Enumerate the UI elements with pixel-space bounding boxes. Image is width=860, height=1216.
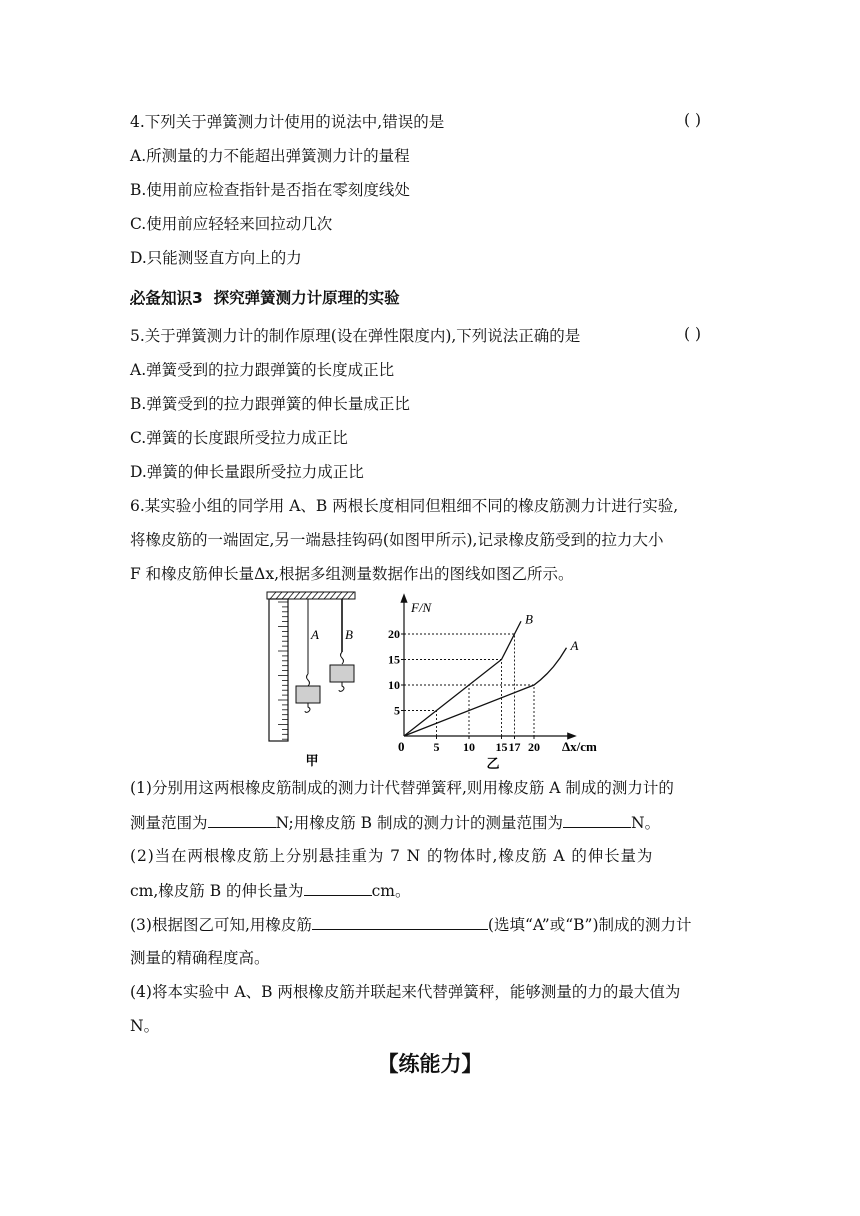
q6-sub1-text1: 测量范围为 xyxy=(130,814,208,832)
section-tag: 必备知识 xyxy=(130,289,193,307)
q6-sub2-text2: cm。 xyxy=(371,882,411,900)
q4-option-a: A.所测量的力不能超出弹簧测力计的量程 xyxy=(130,147,410,165)
figure-yi-caption: 乙 xyxy=(486,756,500,770)
x-tick-label: 17 xyxy=(508,740,521,754)
figure-yi-chart xyxy=(378,592,600,770)
answer-blank-4[interactable] xyxy=(312,913,488,930)
q4-option-d: D.只能测竖直方向上的力 xyxy=(130,249,302,267)
q6-sub1-line2 xyxy=(130,811,660,834)
q5-option-b: B.弹簧受到的拉力跟弹簧的伸长量成正比 xyxy=(130,395,410,413)
fig-jia-label-a: A xyxy=(311,627,319,642)
q6-sub3-line2: 测量的精确程度高。 xyxy=(130,949,270,967)
q4-answer-paren: ( ) xyxy=(684,111,702,129)
origin-label: 0 xyxy=(398,739,405,754)
y-tick-label: 20 xyxy=(388,627,400,641)
q5-option-d: D.弹簧的伸长量跟所受拉力成正比 xyxy=(130,463,364,481)
y-tick-label: 10 xyxy=(388,678,400,692)
q6-sub1-text3: N。 xyxy=(631,814,661,832)
figure-jia xyxy=(262,588,362,770)
x-tick-label: 10 xyxy=(463,740,475,754)
q6-stem-line1: 6.某实验小组的同学用 A、B 两根长度相同但粗细不同的橡皮筋测力计进行实验, xyxy=(130,497,679,515)
x-tick-label: 15 xyxy=(495,740,508,754)
q5-stem: 5.关于弹簧测力计的制作原理(设在弹性限度内),下列说法正确的是 xyxy=(130,327,581,345)
series-label-b: B xyxy=(525,611,533,627)
y-axis-label: F/N xyxy=(411,600,432,615)
fig-jia-caption: 甲 xyxy=(305,753,319,768)
q4-stem: 4.下列关于弹簧测力计使用的说法中,错误的是 xyxy=(130,113,445,131)
q6-sub2-line2 xyxy=(130,879,410,902)
series-label-a: A xyxy=(570,637,579,653)
section-title: 探究弹簧测力计原理的实验 xyxy=(213,289,400,307)
q6-sub3-text1: (3)根据图乙可知,用橡皮筋 xyxy=(130,916,312,934)
q5-option-c: C.弹簧的长度跟所受拉力成正比 xyxy=(130,429,348,447)
q6-sub1-text2: N;用橡皮筋 B 制成的测力计的测量范围为 xyxy=(275,814,563,832)
q4-option-b: B.使用前应检查指针是否指在零刻度线处 xyxy=(130,181,410,199)
x-tick-label: 20 xyxy=(528,740,540,754)
series-line-a xyxy=(404,648,567,736)
q6-sub4-line2: N。 xyxy=(130,1017,160,1035)
section-number: 3 xyxy=(192,289,203,307)
q6-stem-line2: 将橡皮筋的一端固定,另一端悬挂钩码(如图甲所示),记录橡皮筋受到的拉力大小 xyxy=(130,531,664,549)
section-heading xyxy=(130,286,400,308)
practice-section-title: 【练能力】 xyxy=(377,1052,483,1076)
answer-blank-2[interactable] xyxy=(563,811,631,828)
y-tick-label: 15 xyxy=(388,652,400,667)
answer-blank-3[interactable] xyxy=(304,879,372,896)
q6-sub2-line1: (2)当在两根橡皮筋上分别悬挂重为 7 N 的物体时,橡皮筋 A 的伸长量为 xyxy=(130,847,654,865)
q6-stem-line3: F 和橡皮筋伸长量Δx,根据多组测量数据作出的图线如图乙所示。 xyxy=(130,565,574,583)
x-axis-label: Δx/cm xyxy=(562,739,597,754)
q5-answer-paren: ( ) xyxy=(684,325,702,343)
answer-blank-1[interactable] xyxy=(208,811,276,828)
series-line-b xyxy=(404,621,521,736)
y-tick-label: 5 xyxy=(394,703,400,718)
q6-sub3-line1 xyxy=(130,913,692,936)
q6-sub1-line1: (1)分别用这两根橡皮筋制成的测力计代替弹簧秤,则用橡皮筋 A 制成的测力计的 xyxy=(130,779,674,797)
q6-sub3-text2: (选填“A”或“B”)制成的测力计 xyxy=(487,916,692,934)
q6-sub2-text1: cm,橡皮筋 B 的伸长量为 xyxy=(130,882,304,900)
x-tick-label: 5 xyxy=(433,740,440,754)
q6-sub4-line1: (4)将本实验中 A、B 两根橡皮筋并联起来代替弹簧秤，能够测量的力的最大值为 xyxy=(130,983,681,1001)
q5-option-a: A.弹簧受到的拉力跟弹簧的长度成正比 xyxy=(130,361,395,379)
fig-jia-label-b: B xyxy=(345,627,353,642)
q4-option-c: C.使用前应轻轻来回拉动几次 xyxy=(130,215,333,233)
